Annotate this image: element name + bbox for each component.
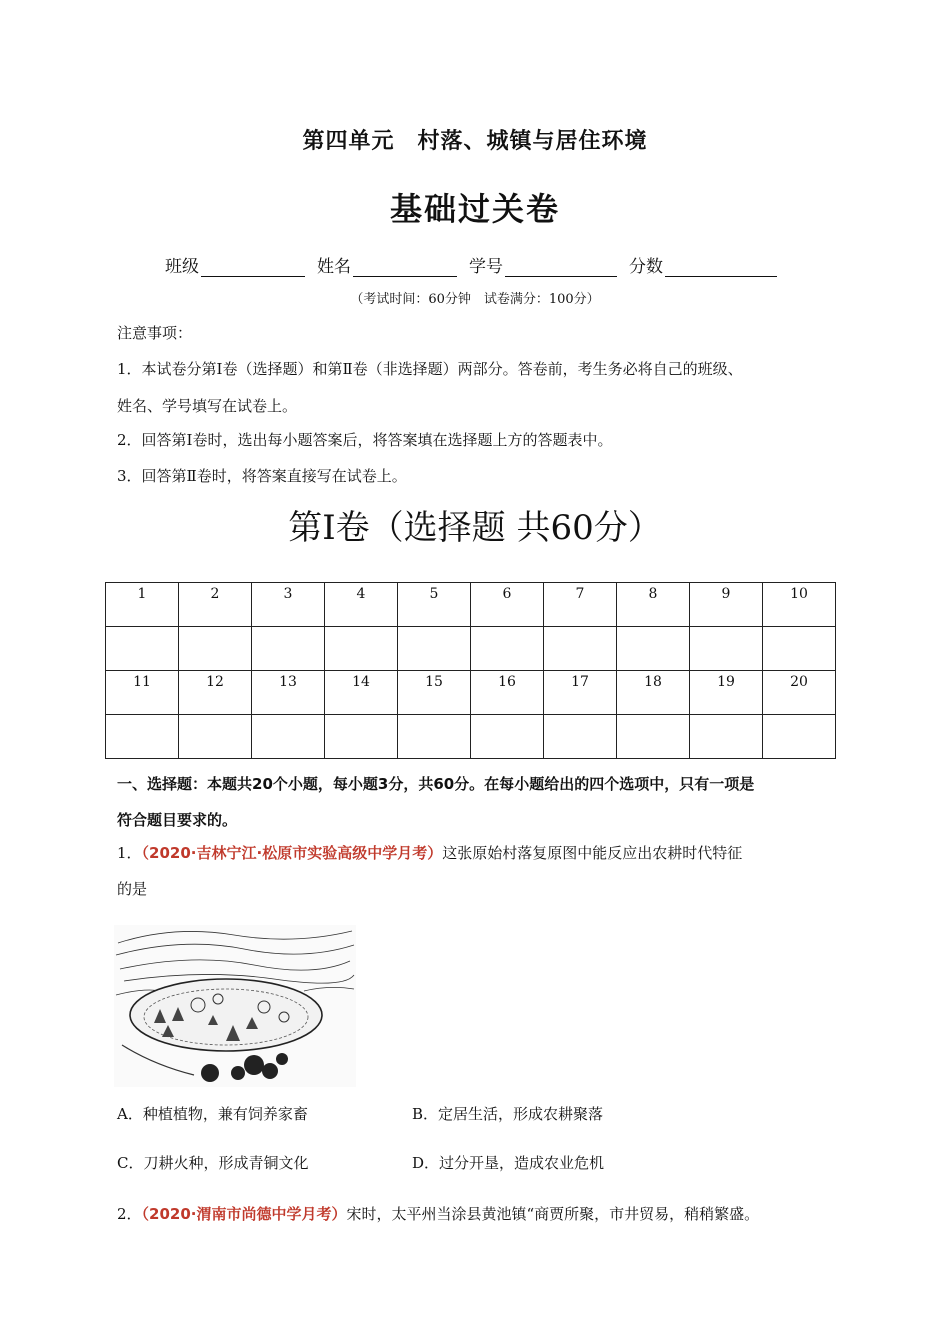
class-label: 班级 <box>165 257 199 277</box>
answer-cell[interactable] <box>325 715 398 759</box>
answer-cell[interactable] <box>398 715 471 759</box>
student-id-label: 学号 <box>469 257 503 277</box>
answer-cell[interactable] <box>617 715 690 759</box>
answer-cell[interactable] <box>106 715 179 759</box>
answer-cell[interactable] <box>617 627 690 671</box>
answer-cell[interactable] <box>471 627 544 671</box>
answer-number: 20 <box>763 671 836 715</box>
score-field[interactable] <box>629 252 777 277</box>
class-field[interactable] <box>165 252 305 277</box>
answer-cell[interactable] <box>179 715 252 759</box>
notes-item: 姓名、学号填写在试卷上。 <box>117 397 298 415</box>
answer-cell[interactable] <box>763 627 836 671</box>
answer-number: 1 <box>106 583 179 627</box>
answer-cell[interactable] <box>471 715 544 759</box>
notes-item: 2．回答第Ⅰ卷时，选出每小题答案后，将答案填在选择题上方的答题表中。 <box>117 431 613 449</box>
answer-cell[interactable] <box>398 627 471 671</box>
answer-number-row <box>106 671 836 715</box>
village-reconstruction-image <box>114 925 356 1087</box>
answer-number: 5 <box>398 583 471 627</box>
name-label: 姓名 <box>317 257 351 277</box>
answer-number: 18 <box>617 671 690 715</box>
notes-heading: 注意事项： <box>117 324 193 342</box>
question-source: （2020·吉林宁江·松原市实验高级中学月考） <box>141 844 443 862</box>
question-2 <box>117 1196 847 1232</box>
section-heading: 一、选择题：本题共20个小题，每小题3分，共60分。在每小题给出的四个选项中，只有一项是 符合题目要求的。 <box>117 775 755 829</box>
answer-number: 9 <box>690 583 763 627</box>
unit-title: 第四单元 村落、城镇与居住环境 <box>302 129 648 154</box>
time-note: （考试时间：60分钟 试卷满分：100分） <box>350 292 600 307</box>
question-text: 这张原始村落复原图中能反应出农耕时代特征 <box>442 844 743 862</box>
answer-number: 15 <box>398 671 471 715</box>
answer-cell[interactable] <box>252 715 325 759</box>
answer-cell[interactable] <box>690 715 763 759</box>
exam-title: 基础过关卷 <box>389 190 560 228</box>
notes-item: 1．本试卷分第Ⅰ卷（选择题）和第Ⅱ卷（非选择题）两部分。答卷前，考生务必将自己的班级、 <box>117 360 743 378</box>
answer-number: 3 <box>252 583 325 627</box>
answer-cell[interactable] <box>690 627 763 671</box>
name-field[interactable] <box>317 252 457 277</box>
notes-item: 3．回答第Ⅱ卷时，将答案直接写在试卷上。 <box>117 467 407 485</box>
question-number: 2． <box>117 1205 142 1223</box>
answer-number: 16 <box>471 671 544 715</box>
answer-cell[interactable] <box>179 627 252 671</box>
answer-number: 2 <box>179 583 252 627</box>
answer-cell[interactable] <box>544 715 617 759</box>
answer-number: 11 <box>106 671 179 715</box>
answer-table <box>105 582 836 759</box>
option-a[interactable]: A．种植植物，兼有饲养家畜 <box>117 1105 308 1123</box>
answer-cell[interactable] <box>325 627 398 671</box>
answer-number-row <box>106 583 836 627</box>
answer-cell[interactable] <box>763 715 836 759</box>
answer-cell[interactable] <box>252 627 325 671</box>
answer-blank-row <box>106 627 836 671</box>
student-info-row <box>165 252 789 277</box>
answer-cell[interactable] <box>544 627 617 671</box>
student-id-field[interactable] <box>469 252 617 277</box>
question-text: 的是 <box>117 880 148 898</box>
question-1 <box>117 835 847 907</box>
answer-number: 6 <box>471 583 544 627</box>
answer-number: 17 <box>544 671 617 715</box>
answer-number: 14 <box>325 671 398 715</box>
score-label: 分数 <box>629 257 663 277</box>
option-d[interactable]: D．过分开垦，造成农业危机 <box>412 1154 605 1172</box>
answer-number: 4 <box>325 583 398 627</box>
option-c[interactable]: C．刀耕火种，形成青铜文化 <box>117 1154 309 1172</box>
question-number: 1． <box>117 844 142 862</box>
answer-blank-row <box>106 715 836 759</box>
option-b[interactable]: B．定居生活，形成农耕聚落 <box>412 1105 604 1123</box>
answer-number: 8 <box>617 583 690 627</box>
answer-number: 7 <box>544 583 617 627</box>
answer-number: 19 <box>690 671 763 715</box>
answer-number: 12 <box>179 671 252 715</box>
question-source: （2020·渭南市尚德中学月考） <box>141 1205 347 1223</box>
answer-number: 10 <box>763 583 836 627</box>
question-text: 宋时，太平州当涂县黄池镇“商贾所聚，市井贸易，稍稍繁盛。 <box>346 1205 760 1223</box>
answer-cell[interactable] <box>106 627 179 671</box>
answer-number: 13 <box>252 671 325 715</box>
volume-title: 第Ⅰ卷（选择题 共60分） <box>288 508 662 548</box>
